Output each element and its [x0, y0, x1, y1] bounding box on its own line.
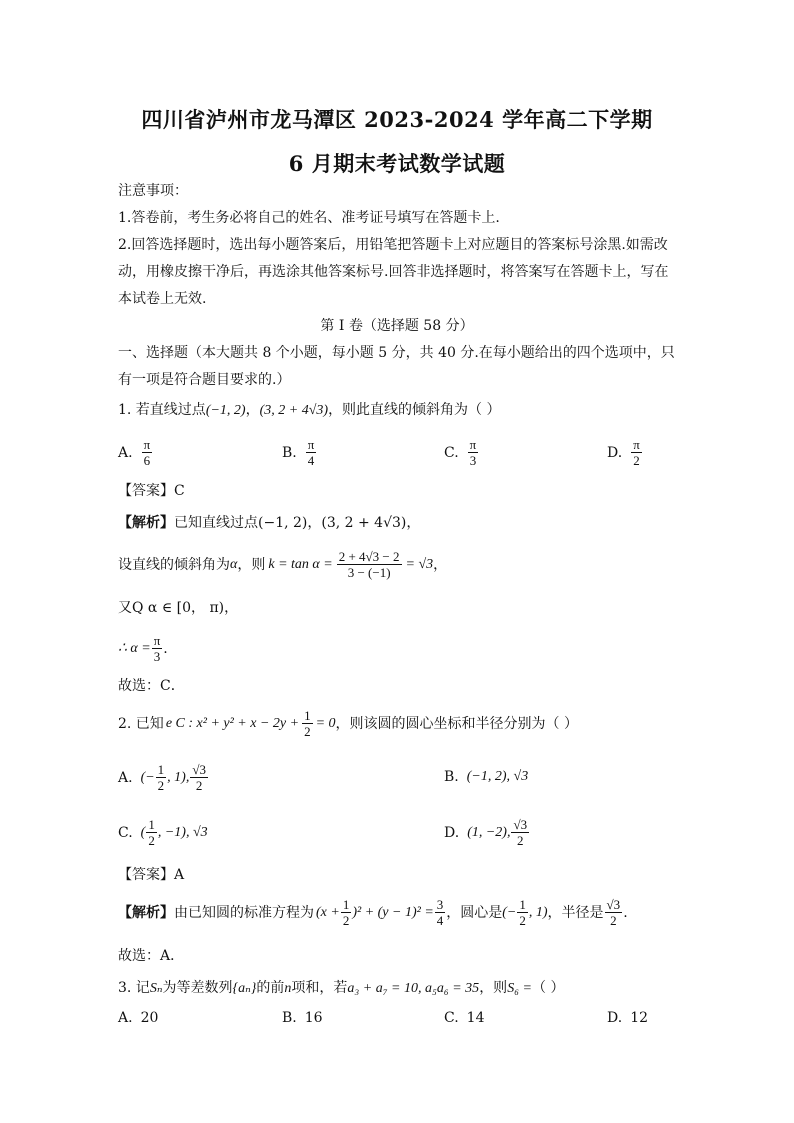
q1-option-d: D. $\frac{\pi}{2}$ [607, 437, 640, 468]
notes-item-2-line-3: 本试卷上无效. [118, 291, 207, 307]
q1-analysis-line-3: 又Q α ∈ [0， π)， [118, 600, 239, 616]
question-3-stem: 3. 记Sₙ为等差数列{aₙ}的前n项和，若a₃ + a₇ = 10, a₅a₆ = 35，则S₆ =（ ） [118, 980, 565, 996]
q1-option-a-fraction: $\frac{\pi}{6}$ [143, 437, 151, 468]
volume-title: 第 I 卷（选择题 58 分） [320, 318, 474, 334]
q2-conclusion: 故选：A． [118, 948, 185, 964]
q3-option-b: B. 16 [282, 1010, 323, 1026]
exam-title-line1: 四川省泸州市龙马潭区 2023-2024 学年高二下学期 [141, 107, 653, 132]
q2-option-c: C. ( $\frac{1}{2}$ , −1), √3 [118, 817, 208, 848]
q1-slope-fraction: $\frac{2 + 4√3 - 2}{3 - (-1)}$ [338, 549, 400, 580]
q3-option-d: D. 12 [607, 1010, 649, 1026]
q1-option-c-fraction: $\frac{\pi}{3}$ [469, 437, 477, 468]
q1-option-b: B. $\frac{\pi}{4}$ [282, 437, 315, 468]
q2-option-d: D. (1, −2), $\frac{√3}{2}$ [444, 817, 528, 848]
q1-option-c: C. $\frac{\pi}{3}$ [444, 437, 477, 468]
q1-option-b-fraction: $\frac{\pi}{4}$ [307, 437, 315, 468]
q1-point-1: (−1, 2) [205, 403, 246, 418]
q3-option-c: C. 14 [444, 1010, 485, 1026]
question-1-stem: 1. 若直线过点(−1, 2)，(3, 2 + 4√3)，则此直线的倾斜角为（ ） [118, 402, 501, 418]
notes-item-2-line-1: 2.回答选择题时，选出每小题答案后，用铅笔把答题卡上对应题目的答案标号涂黑.如需改 [118, 237, 668, 253]
q1-point-2: (3, 2 + 4√3) [259, 403, 329, 418]
q1-conclusion: 故选：C． [118, 678, 185, 694]
q3-option-a: A. 20 [118, 1010, 159, 1026]
q2-answer: 【答案】A [118, 867, 185, 883]
q1-option-d-fraction: $\frac{\pi}{2}$ [633, 437, 640, 468]
q1-option-a: A. $\frac{\pi}{6}$ [118, 437, 151, 468]
notes-item-2-line-2: 动，用橡皮擦干净后，再选涂其他答案标号.回答非选择题时，将答案写在答题卡上，写在 [118, 264, 669, 280]
q2-option-a: A. (− $\frac{1}{2}$ , 1), $\frac{√3}{2}$ [118, 762, 206, 793]
notes-heading: 注意事项： [118, 183, 188, 199]
q1-analysis-line-1: 【解析】已知直线过点(−1, 2)，(3, 2 + 4√3)， [118, 515, 421, 531]
notes-item-1: 1.答卷前，考生务必将自己的姓名、准考证号填写在答题卡上. [118, 210, 500, 226]
exam-title-line2: 6 月期末考试数学试题 [288, 151, 506, 176]
part1-instructions-line-1: 一、选择题（本大题共 8 个小题，每小题 5 分，共 40 分.在每小题给出的四个选项中，只 [118, 345, 675, 361]
q2-analysis: 【解析】 由已知圆的标准方程为 (x + $\frac{1}{2}$ )² + (y − 1)² = $\frac{3}{4}$ ，圆心是 (− $\frac{1}{2}$ , 1) ，半径是 $\frac{√3}{2}$ . [118, 897, 628, 928]
part1-instructions-line-2: 有一项是符合题目要求的.） [118, 372, 291, 388]
q2-option-b: B. (−1, 2), √3 [444, 769, 529, 785]
q1-analysis-line-2: 设直线的倾斜角为 α ，则 k = tan α = $\frac{2 + 4√3 - 2}{3 - (-1)}$ = √3 ， [118, 549, 448, 580]
q1-analysis-line-4: ∴ α = $\frac{\pi}{3}$ . [118, 633, 168, 664]
q1-answer: 【答案】C [118, 483, 185, 499]
question-2-stem: 2. 已知 e C : x² + y² + x − 2y + $\frac{1}{2}$ = 0 ，则该圆的圆心坐标和半径分别为（ ） [118, 708, 578, 739]
